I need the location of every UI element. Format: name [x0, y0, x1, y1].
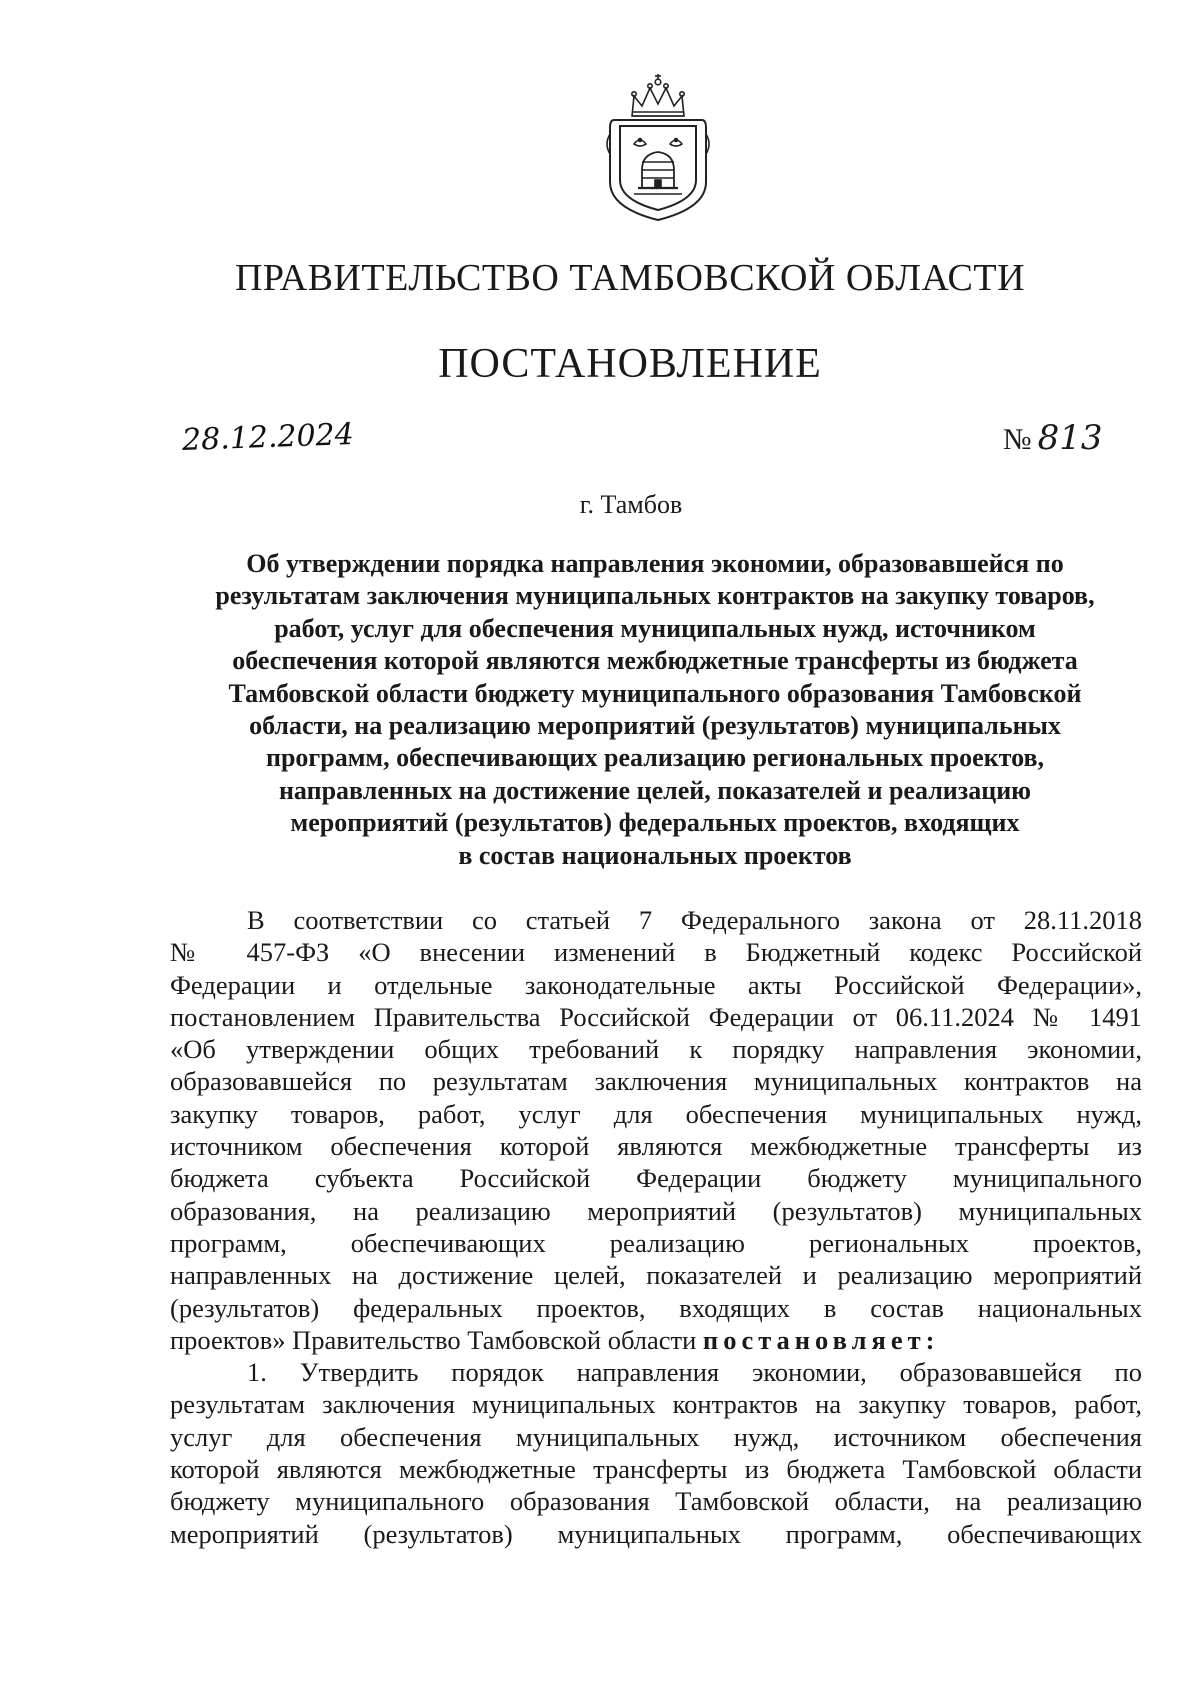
body-line: программ, обеспечивающих реализацию региональных проектов, [170, 1227, 1142, 1258]
document-type-title: ПОСТАНОВЛЕНИЕ [438, 341, 822, 387]
subject-line: мероприятий (результатов) федеральных проектов, входящих [290, 808, 1020, 838]
body-line: В соответствии со статьей 7 Федерального закона от 28.11.2018 [247, 905, 1142, 935]
preamble-and-item-1 [170, 904, 1142, 1550]
body-line-resolves [170, 1324, 1142, 1356]
item-1-line: которой являются межбюджетные трансферты из бюджета Тамбовской области [170, 1454, 1142, 1485]
subject-line: области, на реализацию мероприятий (результатов) муниципальных [249, 711, 1061, 741]
subject-line: результатам заключения муниципальных контрактов на закупку товаров, [215, 581, 1095, 611]
tambov-coat-of-arms-icon [604, 74, 712, 224]
subject-line: в состав национальных проектов [458, 840, 852, 870]
body-line: образовавшейся по результатам заключения муниципальных контрактов на [170, 1066, 1142, 1097]
body-line: направленных на достижение целей, показателей и реализацию мероприятий [170, 1260, 1142, 1291]
item-1-line: мероприятий (результатов) муниципальных программ, обеспечивающих [170, 1518, 1142, 1549]
body-line: образования, на реализацию мероприятий (результатов) муниципальных [170, 1195, 1142, 1226]
item-1-line: услуг для обеспечения муниципальных нужд, источником обеспечения [170, 1421, 1142, 1452]
handwritten-date: 28.12.2024 [181, 417, 355, 458]
body-line: закупку товаров, работ, услуг для обеспечения муниципальных нужд, [170, 1098, 1142, 1129]
subject-line: Тамбовской области бюджету муниципального образования Тамбовской [228, 678, 1082, 708]
body-line: бюджета субъекта Российской Федерации бюджету муниципального [170, 1163, 1142, 1194]
body-line: источником обеспечения которой являются межбюджетные трансферты из [170, 1131, 1142, 1162]
item-1-line: 1. Утвердить порядок направления экономии, образовавшейся по [247, 1357, 1142, 1388]
body-line: «Об утверждении общих требований к порядку направления экономии, [170, 1034, 1142, 1065]
resolves-word: постановляет: [702, 1324, 940, 1355]
city-label: г. Тамбов [579, 490, 683, 519]
body-line: № 457-ФЗ «О внесении изменений в Бюджетный кодекс Российской [170, 937, 1142, 968]
body-line: (результатов) федеральных проектов, входящих в состав национальных [170, 1292, 1142, 1323]
subject-line: обеспечения которой являются межбюджетные трансферты из бюджета [232, 646, 1078, 676]
document-number [1003, 418, 1103, 458]
subject-line: направленных на достижение целей, показателей и реализацию [278, 775, 1032, 805]
body-line: постановлением Правительства Российской Федерации от 06.11.2024 № 1491 [170, 1001, 1142, 1032]
number-sign: № [1003, 423, 1032, 456]
item-1-line: бюджету муниципального образования Тамбовской области, на реализацию [170, 1486, 1142, 1517]
subject-line: работ, услуг для обеспечения муниципальных нужд, источником [274, 613, 1036, 643]
resolution-subject [170, 548, 1140, 872]
item-1-line: результатам заключения муниципальных контрактов на закупку товаров, работ, [170, 1389, 1142, 1420]
government-title: ПРАВИТЕЛЬСТВО ТАМБОВСКОЙ ОБЛАСТИ [234, 257, 1026, 299]
body-last-line: проектов» Правительство Тамбовской области [170, 1324, 697, 1355]
body-line: Федерации и отдельные законодательные акты Российской Федерации», [170, 969, 1142, 1000]
handwritten-number: 813 [1037, 418, 1103, 458]
subject-line: Об утверждении порядка направления экономии, образовавшейся по [246, 549, 1064, 578]
subject-line: программ, обеспечивающих реализацию региональных проектов, [265, 743, 1044, 773]
